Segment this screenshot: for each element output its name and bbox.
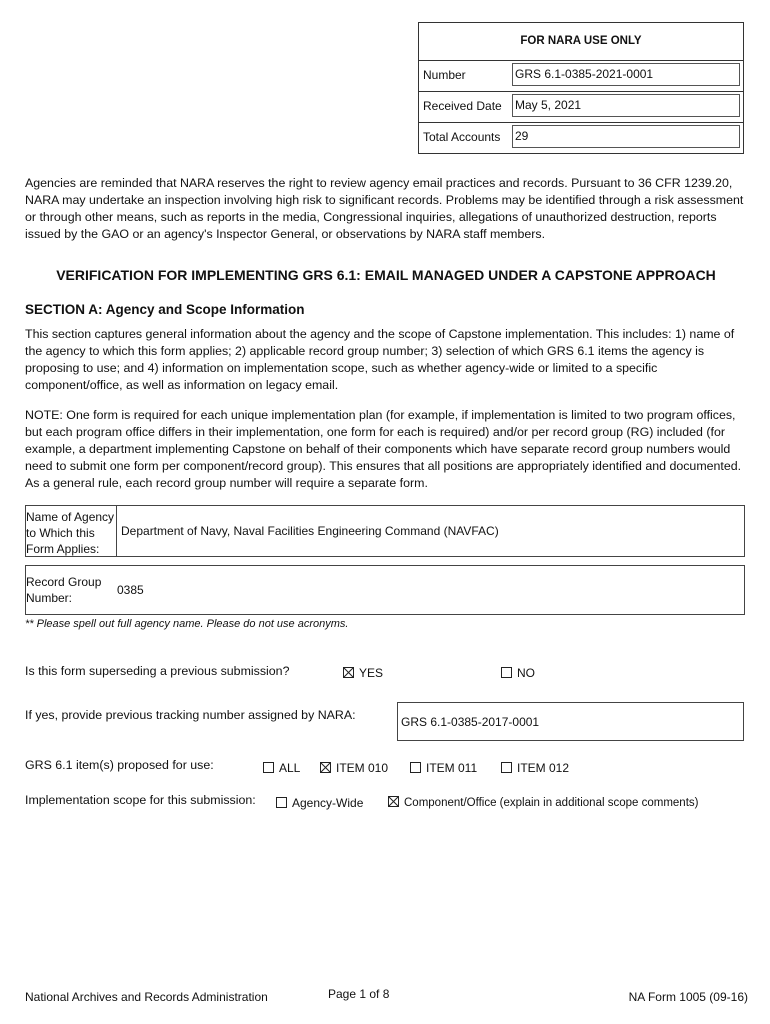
section-a-heading: SECTION A: Agency and Scope Information <box>25 302 305 317</box>
grs-item-all-label: ALL <box>279 761 301 775</box>
nara-received-date-row <box>419 91 743 123</box>
reminder-paragraph: Agencies are reminded that NARA reserves the right to review agency email practices and records. Pursuant to 36 CFR 1239.20, NARA may undertake an inspection involving high risk to significant records. Problems may be identified through a risk assessment or through other means, such as reports in the media, Congressional inquiries, allegations of unauthorized destruction, reports issued by the GAO or an agency's Inspector General, or observations by NARA staff members. <box>25 176 744 241</box>
form-title: VERIFICATION FOR IMPLEMENTING GRS 6.1: EMAIL MANAGED UNDER A CAPSTONE APPROACH <box>56 267 716 283</box>
grs-item-010-checkbox[interactable] <box>320 762 331 773</box>
record-group-box <box>25 565 745 615</box>
scope-component-label: Component/Office (explain in additional scope comments) <box>404 797 699 809</box>
agency-name-divider <box>116 506 117 556</box>
agency-name-box <box>25 505 745 557</box>
nara-number-row <box>419 60 743 92</box>
agency-name-label: Name of Agency to Which this Form Applies: <box>26 510 115 556</box>
superseding-no-label: NO <box>517 666 535 680</box>
grs-item-010-label: ITEM 010 <box>336 761 389 775</box>
nara-total-accounts-label: Total Accounts <box>423 130 501 144</box>
nara-received-date-label: Received Date <box>423 99 502 113</box>
agency-name-field[interactable]: Department of Navy, Naval Facilities Engineering Command (NAVFAC) <box>121 524 499 538</box>
nara-number-field[interactable]: GRS 6.1-0385-2021-0001 <box>512 63 740 86</box>
footer-agency: National Archives and Records Administration <box>25 990 268 1004</box>
superseding-no-option[interactable] <box>501 666 535 680</box>
nara-total-accounts-field[interactable]: 29 <box>512 125 740 148</box>
grs-item-012-label: ITEM 012 <box>517 761 570 775</box>
spell-out-note: ** Please spell out full agency name. Please do not use acronyms. <box>25 618 349 630</box>
grs-item-all-option[interactable] <box>263 761 300 775</box>
record-group-field[interactable]: 0385 <box>117 583 144 597</box>
superseding-no-checkbox[interactable] <box>501 667 512 678</box>
footer-form-number: NA Form 1005 (09-16) <box>628 990 748 1004</box>
nara-total-accounts-row <box>419 122 743 153</box>
section-a-intro: This section captures general information about the agency and the scope of Capstone implementation. This includes: 1) name of the agency to which this form applies; 2) applicable record group number; 3) selection of which GRS 6.1 items the agency is proposing to use; and 4) information on implementation scope, such as whether agency-wide or limited to a specific component/office, as well as information on legacy email. <box>25 327 735 392</box>
grs-item-012-checkbox[interactable] <box>501 762 512 773</box>
grs-item-010-option[interactable] <box>320 761 388 775</box>
superseding-yes-checkbox[interactable] <box>343 667 354 678</box>
scope-agency-wide-checkbox[interactable] <box>276 797 287 808</box>
grs-item-011-option[interactable] <box>410 761 477 775</box>
scope-agency-wide-label: Agency-Wide <box>292 796 364 810</box>
grs-items-question: GRS 6.1 item(s) proposed for use: <box>25 758 214 772</box>
scope-agency-wide-option[interactable] <box>276 796 363 810</box>
nara-received-date-field[interactable]: May 5, 2021 <box>512 94 740 117</box>
record-group-label: Record Group Number: <box>26 575 102 605</box>
section-a-note: NOTE: One form is required for each unique implementation plan (for example, if implementation is limited to two program offices, but each program office differs in their implementation, one form for each is required) and/or per record group (RG) included (for example, a department implementing Capstone on behalf of their components which have separate record group numbers would need to submit one form per component/record group). This ensures that all positions are appropriately identified and documented. As a general rule, each record group number will require a separate form. <box>25 408 742 490</box>
footer-page-number: Page 1 of 8 <box>328 987 390 1001</box>
nara-number-label: Number <box>423 68 466 82</box>
grs-item-012-option[interactable] <box>501 761 569 775</box>
scope-question: Implementation scope for this submission: <box>25 793 256 807</box>
nara-use-only-box <box>418 22 744 154</box>
scope-component-option[interactable] <box>388 796 698 809</box>
grs-item-011-label: ITEM 011 <box>426 761 478 775</box>
superseding-yes-option[interactable] <box>343 666 383 680</box>
grs-item-011-checkbox[interactable] <box>410 762 421 773</box>
superseding-yes-label: YES <box>359 666 384 680</box>
nara-box-header: FOR NARA USE ONLY <box>419 23 743 61</box>
grs-item-all-checkbox[interactable] <box>263 762 274 773</box>
scope-component-checkbox[interactable] <box>388 796 399 807</box>
previous-tracking-field[interactable]: GRS 6.1-0385-2017-0001 <box>397 702 744 741</box>
superseding-question: Is this form superseding a previous submission? <box>25 664 290 678</box>
previous-tracking-question: If yes, provide previous tracking number assigned by NARA: <box>25 708 356 722</box>
